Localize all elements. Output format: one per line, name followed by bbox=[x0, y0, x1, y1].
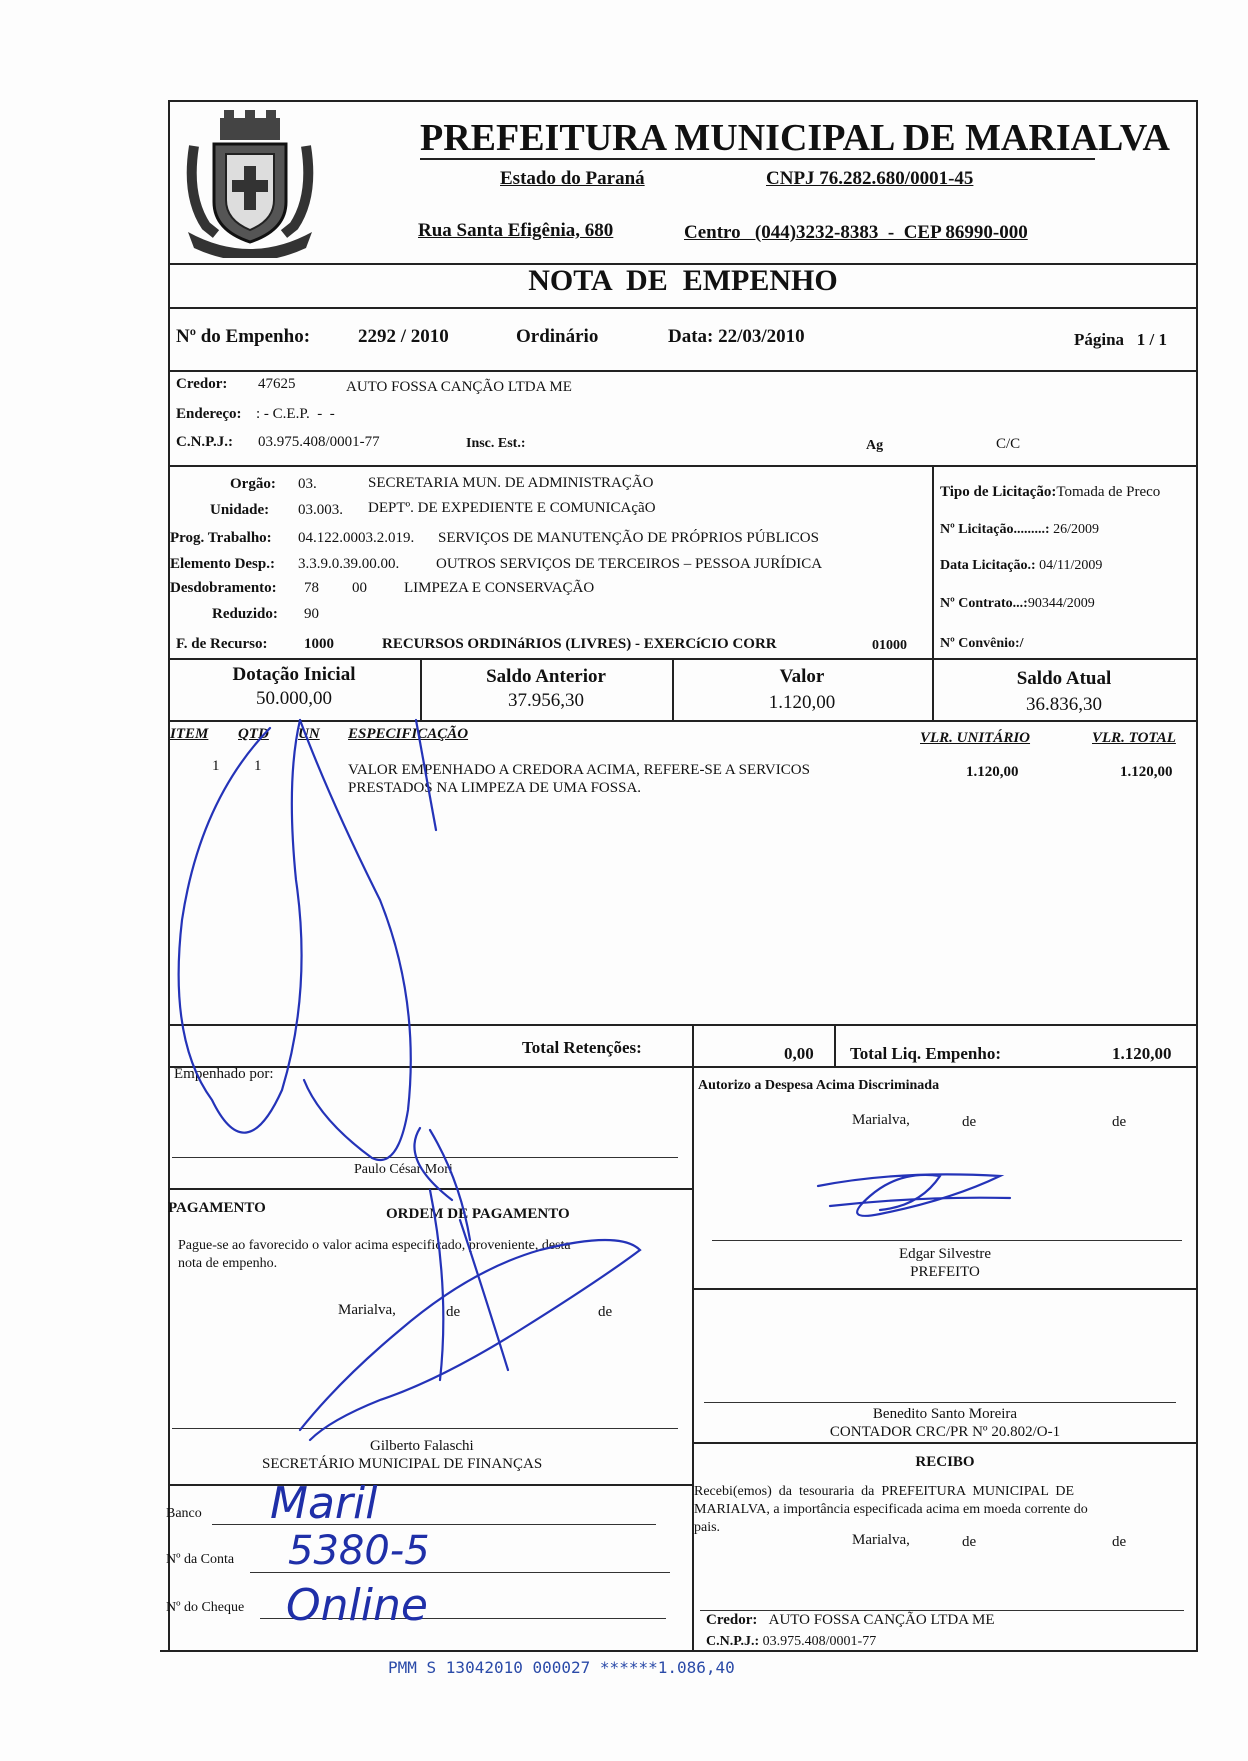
tipo-licitacao bbox=[940, 484, 1160, 501]
divider bbox=[692, 1024, 694, 1652]
divider bbox=[168, 1066, 1198, 1068]
signature-line bbox=[712, 1240, 1182, 1241]
reduzido-label: Reduzido: bbox=[212, 606, 278, 622]
desdobramento-code: 78 bbox=[304, 580, 319, 596]
cc-label: C/C bbox=[996, 436, 1021, 452]
recibo-cnpj-label: C.N.P.J.: bbox=[706, 1634, 760, 1649]
autorizo-de1: de bbox=[962, 1114, 977, 1130]
liq-label: Total Liq. Empenho: bbox=[850, 1044, 1001, 1063]
insc-label: Insc. Est.: bbox=[466, 436, 526, 451]
item-desc-line2: PRESTADOS NA LIMPEZA DE UMA FOSSA. bbox=[348, 780, 642, 796]
payment-stamp: PMM S 13042010 000027 ******1.086,40 bbox=[388, 1658, 735, 1677]
prog-desc: SERVIÇOS DE MANUTENÇÃO DE PRÓPRIOS PÚBLICOS bbox=[438, 530, 819, 546]
pagamento-de2: de bbox=[598, 1304, 613, 1320]
orgao-code: 03. bbox=[298, 476, 317, 492]
recurso-label: F. de Recurso: bbox=[176, 636, 268, 652]
tipo-licitacao-value: Tomada de Preco bbox=[1056, 484, 1161, 500]
retencoes-label: Total Retenções: bbox=[522, 1038, 642, 1057]
secretario-name: Gilberto Falaschi bbox=[370, 1438, 474, 1454]
prog-label: Prog. Trabalho: bbox=[170, 530, 272, 546]
data-licitacao bbox=[940, 558, 1102, 574]
col-vlr-unitario: VLR. UNITÁRIO bbox=[920, 730, 1031, 746]
col-vlr-total: VLR. TOTAL bbox=[1092, 730, 1176, 746]
elemento-desc: OUTROS SERVIÇOS DE TERCEIROS – PESSOA JURÍDICA bbox=[436, 556, 823, 572]
recibo-label: RECIBO bbox=[915, 1454, 975, 1470]
autorizo-label: Autorizo a Despesa Acima Discriminada bbox=[698, 1078, 940, 1093]
ag-label: Ag bbox=[866, 438, 884, 453]
orgao-label: Orgão: bbox=[230, 476, 276, 492]
contrato-label: Nº Contrato...: bbox=[940, 596, 1028, 611]
saldo-anterior-value: 37.956,30 bbox=[508, 690, 584, 711]
orgao-desc: SECRETARIA MUN. DE ADMINISTRAÇÃO bbox=[368, 475, 654, 491]
pagamento-text2: nota de empenho. bbox=[178, 1256, 278, 1271]
pagamento-text1: Pague-se ao favorecido o valor acima especificado, proveniente, desta bbox=[178, 1238, 571, 1253]
empenho-type: Ordinário bbox=[516, 326, 599, 347]
recibo-credor-value: AUTO FOSSA CANÇÃO LTDA ME bbox=[768, 1612, 995, 1628]
signature-line bbox=[172, 1157, 678, 1158]
recibo-credor-label: Credor: bbox=[706, 1612, 758, 1628]
contact-info: Centro (044)3232-8383 - CEP 86990-000 bbox=[684, 222, 1028, 243]
contrato bbox=[940, 596, 1095, 612]
contador-name: Benedito Santo Moreira bbox=[872, 1406, 1018, 1422]
cheque-label: Nº do Cheque bbox=[166, 1600, 245, 1615]
retencoes-value: 0,00 bbox=[784, 1044, 814, 1063]
cnpj-value: 03.975.408/0001-77 bbox=[258, 434, 380, 450]
page-number: Página 1 / 1 bbox=[1074, 330, 1168, 349]
credor-code: 47625 bbox=[258, 376, 296, 392]
recibo-credor bbox=[706, 1612, 995, 1629]
unidade-desc: DEPTº. DE EXPEDIENTE E COMUNICAçãO bbox=[368, 500, 656, 516]
recibo-place: Marialva, bbox=[852, 1532, 910, 1548]
reduzido-value: 90 bbox=[304, 606, 319, 622]
empenhado-label: Empenhado por: bbox=[174, 1066, 274, 1082]
credor-name: AUTO FOSSA CANÇÃO LTDA ME bbox=[346, 379, 572, 395]
recibo-de1: de bbox=[962, 1534, 977, 1550]
elemento-code: 3.3.9.0.39.00.00. bbox=[298, 556, 400, 572]
state-name: Estado do Paraná bbox=[500, 168, 645, 189]
signature-line bbox=[172, 1428, 678, 1429]
num-licitacao bbox=[940, 522, 1099, 538]
divider bbox=[168, 658, 1198, 660]
divider bbox=[168, 370, 1198, 372]
desdobramento-label: Desdobramento: bbox=[170, 580, 277, 596]
recibo-cnpj bbox=[706, 1634, 876, 1650]
conta-handwritten: 5380-5 bbox=[288, 1528, 430, 1574]
coat-of-arms bbox=[176, 106, 324, 258]
recurso-desc: RECURSOS ORDINáRIOS (LIVRES) - EXERCíCIO CORR bbox=[382, 636, 777, 652]
liq-value: 1.120,00 bbox=[1112, 1044, 1172, 1063]
agency-title: PREFEITURA MUNICIPAL DE MARIALVA bbox=[420, 117, 1170, 159]
cnpj-header: CNPJ 76.282.680/0001-45 bbox=[766, 168, 974, 189]
divider bbox=[168, 1024, 1198, 1026]
pagamento-label: PAGAMENTO bbox=[168, 1200, 266, 1216]
data-licitacao-label: Data Licitação.: bbox=[940, 558, 1036, 573]
recurso-code: 1000 bbox=[304, 636, 334, 652]
desdobramento-sub: 00 bbox=[352, 580, 367, 596]
col-especificacao: ESPECIFICAÇÃO bbox=[348, 726, 469, 742]
conta-label: Nº da Conta bbox=[166, 1552, 235, 1567]
banco-handwritten: Maril bbox=[270, 1478, 378, 1529]
autorizo-place: Marialva, bbox=[852, 1112, 910, 1128]
divider bbox=[692, 1442, 1198, 1444]
ordem-pagamento: ORDEM DE PAGAMENTO bbox=[386, 1206, 570, 1222]
pagamento-place: Marialva, bbox=[338, 1302, 396, 1318]
tipo-licitacao-label: Tipo de Licitação: bbox=[940, 484, 1057, 500]
divider bbox=[168, 465, 1198, 467]
convenio-label: Nº Convênio:/ bbox=[940, 636, 1024, 651]
valor-label: Valor bbox=[779, 666, 825, 687]
contrato-value: 90344/2009 bbox=[1027, 596, 1095, 611]
street-address: Rua Santa Efigênia, 680 bbox=[418, 220, 614, 241]
coat-of-arms-icon bbox=[176, 106, 324, 258]
frame-top bbox=[168, 100, 1198, 102]
divider bbox=[932, 465, 934, 658]
credor-label: Credor: bbox=[176, 376, 228, 392]
data-licitacao-value: 04/11/2009 bbox=[1039, 558, 1103, 573]
recurso-suffix: 01000 bbox=[872, 638, 907, 653]
valor-value: 1.120,00 bbox=[768, 692, 836, 713]
item-number: 1 bbox=[212, 758, 220, 774]
cnpj-label: C.N.P.J.: bbox=[176, 434, 233, 450]
secretario-role: SECRETÁRIO MUNICIPAL DE FINANÇAS bbox=[262, 1456, 543, 1472]
saldo-atual-label: Saldo Atual bbox=[1016, 668, 1112, 689]
empenho-number: 2292 / 2010 bbox=[358, 326, 449, 347]
num-licitacao-label: Nº Licitação.........: bbox=[940, 522, 1050, 537]
divider bbox=[834, 1024, 836, 1066]
divider bbox=[168, 1484, 692, 1486]
dotacao-value: 50.000,00 bbox=[256, 688, 332, 709]
desdobramento-desc: LIMPEZA E CONSERVAÇÃO bbox=[404, 580, 595, 596]
empenho-date: Data: 22/03/2010 bbox=[668, 326, 805, 347]
frame-bottom bbox=[160, 1650, 1198, 1652]
divider bbox=[168, 720, 1198, 722]
banco-label: Banco bbox=[166, 1506, 202, 1521]
cheque-handwritten: Online bbox=[286, 1580, 428, 1631]
recibo-text2: MARIALVA, a importância especificada acima em moeda corrente do bbox=[694, 1502, 1088, 1517]
signature-line bbox=[700, 1610, 1184, 1611]
recibo-de2: de bbox=[1112, 1534, 1127, 1550]
prog-code: 04.122.0003.2.019. bbox=[298, 530, 415, 546]
item-desc-line1: VALOR EMPENHADO A CREDORA ACIMA, REFERE-SE A SERVICOS bbox=[348, 762, 810, 778]
address-value: : - C.E.P. - - bbox=[256, 406, 335, 422]
address-label: Endereço: bbox=[176, 406, 242, 422]
title-underline bbox=[420, 158, 1095, 160]
col-item: ITEM bbox=[170, 726, 209, 742]
item-qtd: 1 bbox=[254, 758, 262, 774]
divider bbox=[168, 307, 1198, 309]
elemento-label: Elemento Desp.: bbox=[170, 556, 275, 572]
frame-left bbox=[168, 100, 170, 1652]
signature-line bbox=[704, 1402, 1176, 1403]
saldo-anterior-label: Saldo Anterior bbox=[486, 666, 606, 687]
recibo-text3: pais. bbox=[694, 1520, 721, 1535]
empenhado-name: Paulo César Mori bbox=[354, 1162, 453, 1177]
num-licitacao-value: 26/2009 bbox=[1053, 522, 1099, 537]
empenho-label: Nº do Empenho: bbox=[176, 326, 311, 347]
contador-role: CONTADOR CRC/PR Nº 20.802/O-1 bbox=[829, 1424, 1061, 1440]
prefeito-role: PREFEITO bbox=[910, 1264, 980, 1280]
col-un: UN bbox=[298, 726, 320, 742]
item-vlr-unitario: 1.120,00 bbox=[966, 764, 1019, 780]
document-title: NOTA DE EMPENHO bbox=[528, 264, 838, 297]
saldo-atual-value: 36.836,30 bbox=[1026, 694, 1102, 715]
autorizo-de2: de bbox=[1112, 1114, 1127, 1130]
divider bbox=[692, 1288, 1198, 1290]
unidade-label: Unidade: bbox=[210, 502, 270, 518]
recibo-text1: Recebi(emos) da tesouraria da PREFEITURA MUNICIPAL DE bbox=[694, 1484, 1075, 1499]
item-vlr-total: 1.120,00 bbox=[1120, 764, 1173, 780]
divider bbox=[168, 1188, 692, 1190]
pagamento-de1: de bbox=[446, 1304, 461, 1320]
unidade-code: 03.003. bbox=[298, 502, 343, 518]
recibo-cnpj-value: 03.975.408/0001-77 bbox=[762, 1634, 877, 1649]
prefeito-name: Edgar Silvestre bbox=[898, 1246, 992, 1262]
dotacao-label: Dotação Inicial bbox=[232, 664, 356, 685]
col-qtd: QTD bbox=[238, 726, 269, 742]
